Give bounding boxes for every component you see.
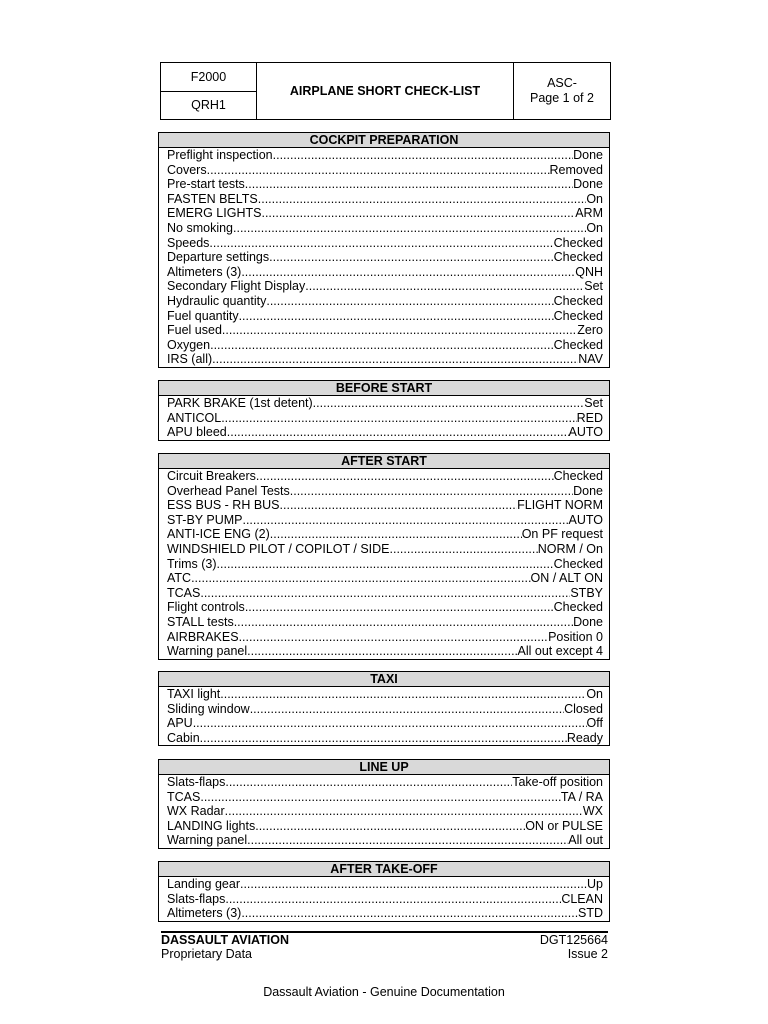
checklist-value: ON or PULSE — [525, 818, 603, 833]
dot-leader — [209, 236, 553, 251]
checklist-item: WINDSHIELD PILOT / COPILOT / SIDE — [167, 541, 390, 556]
document-header — [160, 62, 611, 120]
checklist-item: PARK BRAKE (1st detent) — [167, 396, 313, 410]
checklist-value: All out except 4 — [517, 644, 603, 659]
checklist-item: Speeds — [167, 235, 210, 250]
checklist-row — [159, 833, 609, 848]
dot-leader — [200, 731, 567, 746]
checklist-row — [159, 396, 609, 411]
checklist-value: Up — [587, 877, 603, 891]
checklist-row — [159, 352, 609, 367]
checklist-item: Oxygen — [167, 337, 211, 352]
header-left-cell — [161, 63, 257, 119]
dot-leader — [241, 906, 578, 921]
checklist-item: FASTEN BELTS — [167, 191, 258, 206]
checklist-row — [159, 425, 609, 440]
dot-leader — [273, 148, 573, 163]
checklist-row — [159, 221, 609, 236]
checklist-value: Checked — [553, 250, 603, 265]
checklist-value: Done — [573, 177, 603, 192]
checklist-value: Done — [573, 148, 603, 162]
checklist-item: Hydraulic quantity — [167, 293, 267, 308]
checklist-value: On PF request — [521, 527, 603, 542]
checklist-item: Warning panel — [167, 833, 248, 848]
checklist-section — [158, 759, 610, 849]
checklist-value: ON / ALT ON — [530, 571, 603, 586]
checklist-row — [159, 236, 609, 251]
document-title: AIRPLANE SHORT CHECK-LIST — [257, 63, 514, 119]
checklist-row — [159, 877, 609, 892]
checklist-value: ARM — [575, 206, 603, 221]
checklist-item: Secondary Flight Display — [167, 279, 306, 294]
checklist-row — [159, 206, 609, 221]
checklist-value: QNH — [575, 264, 603, 279]
checklist-section — [158, 861, 610, 922]
checklist-item: APU — [167, 716, 193, 731]
checklist-row — [159, 294, 609, 309]
checklist-item: WX Radar — [167, 804, 225, 819]
checklist-item: APU bleed — [167, 425, 227, 440]
dot-leader — [221, 411, 576, 426]
checklist-item: Preflight inspection — [167, 148, 273, 162]
footer-left — [161, 933, 289, 961]
dot-leader — [390, 542, 538, 557]
checklist-value: RED — [576, 410, 603, 425]
footer-right — [540, 933, 608, 961]
checklist-row — [159, 600, 609, 615]
checklist-value: All out — [568, 833, 603, 848]
checklist-row — [159, 411, 609, 426]
dot-leader — [210, 338, 554, 353]
dot-leader — [241, 265, 575, 280]
genuine-documentation-note: Dassault Aviation - Genuine Documentation — [263, 985, 505, 999]
checklist-item: Covers — [167, 162, 207, 177]
checklist-section — [158, 132, 610, 368]
dot-leader — [191, 571, 530, 586]
checklist-value: STBY — [570, 585, 603, 600]
dot-leader — [245, 177, 573, 192]
checklist-value: AUTO — [568, 512, 603, 527]
checklist-row — [159, 687, 609, 702]
checklist-value: Checked — [553, 293, 603, 308]
checklist-row — [159, 557, 609, 572]
dot-leader — [225, 804, 583, 819]
checklist-row — [159, 498, 609, 513]
checklist-item: Circuit Breakers — [167, 469, 256, 483]
checklist-value: Checked — [553, 308, 603, 323]
dot-leader — [280, 498, 518, 513]
dot-leader — [207, 163, 550, 178]
dot-leader — [200, 790, 561, 805]
checklist-item: ANTICOL — [167, 410, 222, 425]
checklist-item: Sliding window — [167, 701, 250, 716]
checklist-value: Checked — [553, 469, 603, 483]
dot-leader — [247, 833, 568, 848]
dot-leader — [217, 557, 554, 572]
issue-number: Issue 2 — [567, 947, 608, 961]
checklist-value: Zero — [577, 323, 603, 338]
dot-leader — [234, 615, 573, 630]
checklist-value: Off — [586, 716, 603, 731]
checklist-item: Cabin — [167, 730, 200, 745]
checklist-value: Checked — [553, 235, 603, 250]
checklist-item: TCAS — [167, 789, 201, 804]
checklist-row — [159, 731, 609, 746]
checklist-value: CLEAN — [561, 891, 603, 906]
checklist-value: Checked — [553, 337, 603, 352]
dot-leader — [266, 294, 553, 309]
checklist-row — [159, 163, 609, 178]
checklist-item: IRS (all) — [167, 352, 213, 367]
checklist-row — [159, 906, 609, 921]
dot-leader — [305, 279, 584, 294]
checklist-item: Slats-flaps — [167, 891, 226, 906]
company-name: DASSAULT AVIATION — [161, 933, 290, 947]
checklist-section — [158, 380, 610, 441]
checklist-item: STALL tests — [167, 614, 234, 629]
checklist-row — [159, 790, 609, 805]
checklist-value: Take-off position — [512, 775, 603, 789]
doc-number: DGT125664 — [539, 933, 608, 947]
checklist-item: Trims (3) — [167, 556, 217, 571]
checklist-row — [159, 309, 609, 324]
page-number: Page 1 of 2 — [530, 91, 594, 105]
checklist-row — [159, 644, 609, 659]
checklist-row — [159, 586, 609, 601]
checklist-item: Flight controls — [167, 600, 245, 615]
section-title: AFTER START — [159, 454, 609, 469]
checklist-value: TA / RA — [560, 789, 603, 804]
checklist-value: Closed — [564, 701, 603, 716]
dot-leader — [225, 775, 512, 790]
dot-leader — [245, 600, 554, 615]
dot-leader — [240, 877, 587, 892]
checklist-value: Checked — [553, 600, 603, 615]
checklist-item: ESS BUS - RH BUS — [167, 498, 280, 513]
checklist-value: Set — [584, 279, 603, 294]
checklist-row — [159, 702, 609, 717]
checklist-item: Landing gear — [167, 877, 240, 891]
dot-leader — [222, 323, 577, 338]
checklist-item: Fuel used — [167, 323, 222, 338]
checklist-value: NORM / On — [537, 541, 603, 556]
dot-leader — [239, 309, 554, 324]
dot-leader — [269, 250, 554, 265]
checklist-item: Altimeters (3) — [167, 906, 242, 921]
checklist-row — [159, 192, 609, 207]
checklist-item: AIRBRAKES — [167, 629, 239, 644]
section-title: BEFORE START — [159, 381, 609, 396]
checklist-item: EMERG LIGHTS — [167, 206, 262, 221]
checklist-value: WX — [582, 804, 603, 819]
checklist-value: Set — [584, 396, 603, 410]
dot-leader — [242, 513, 568, 528]
proprietary-note: Proprietary Data — [161, 947, 253, 961]
dot-leader — [313, 396, 585, 411]
section-title: TAXI — [159, 672, 609, 687]
footer — [161, 931, 608, 961]
section-title: LINE UP — [159, 760, 609, 775]
aircraft-code: F2000 — [161, 63, 256, 92]
dot-leader — [247, 644, 517, 659]
dot-leader — [193, 716, 587, 731]
dot-leader — [290, 484, 573, 499]
dot-leader — [227, 425, 569, 440]
checklist-row — [159, 615, 609, 630]
checklist-value: STD — [578, 906, 603, 921]
dot-leader — [212, 352, 578, 367]
checklist-value: Done — [573, 483, 603, 498]
checklist-value: On — [586, 191, 603, 206]
checklist-row — [159, 265, 609, 280]
checklist-row — [159, 892, 609, 907]
dot-leader — [258, 192, 587, 207]
checklist-item: TCAS — [167, 585, 201, 600]
checklist-row — [159, 323, 609, 338]
checklist-item: No smoking — [167, 220, 233, 235]
checklist-row — [159, 542, 609, 557]
checklist-row — [159, 775, 609, 790]
checklist-row — [159, 338, 609, 353]
checklist-row — [159, 630, 609, 645]
checklist-item: ANTI-ICE ENG (2) — [167, 527, 270, 542]
dot-leader — [220, 687, 586, 702]
checklist-value: NAV — [578, 352, 603, 367]
checklist-row — [159, 716, 609, 731]
checklist-value: On — [586, 687, 603, 701]
dot-leader — [250, 702, 564, 717]
checklist-row — [159, 469, 609, 484]
checklist-value: Ready — [566, 730, 603, 745]
checklist-row — [159, 804, 609, 819]
section-title: AFTER TAKE-OFF — [159, 862, 609, 877]
dot-leader — [255, 819, 525, 834]
header-right-cell — [514, 63, 610, 119]
checklist-section — [158, 453, 610, 660]
dot-leader — [256, 469, 554, 484]
checklist-row — [159, 484, 609, 499]
checklist-item: Warning panel — [167, 644, 248, 659]
section-title: COCKPIT PREPARATION — [159, 133, 609, 148]
checklist-value: On — [586, 220, 603, 235]
checklist-value: AUTO — [568, 425, 603, 440]
checklist-row — [159, 177, 609, 192]
checklist-item: Fuel quantity — [167, 308, 239, 323]
checklist-item: Altimeters (3) — [167, 264, 242, 279]
dot-leader — [239, 630, 549, 645]
checklist-value: FLIGHT NORM — [517, 498, 603, 513]
checklist-row — [159, 513, 609, 528]
checklist-item: TAXI light — [167, 687, 221, 701]
checklist-row — [159, 148, 609, 163]
checklist-row — [159, 571, 609, 586]
checklist-row — [159, 819, 609, 834]
checklist-value: Done — [573, 614, 603, 629]
dot-leader — [200, 586, 570, 601]
dot-leader — [225, 892, 561, 907]
checklist-item: ST-BY PUMP — [167, 512, 243, 527]
manual-code: QRH1 — [191, 98, 226, 113]
checklist-row — [159, 527, 609, 542]
checklist-section — [158, 671, 610, 746]
checklist-item: Slats-flaps — [167, 775, 226, 789]
checklist-value: Position 0 — [548, 629, 603, 644]
checklist-item: Overhead Panel Tests — [167, 483, 290, 498]
checklist-item: ATC — [167, 571, 192, 586]
dot-leader — [233, 221, 586, 236]
dot-leader — [261, 206, 575, 221]
checklist-row — [159, 279, 609, 294]
checklist-item: Departure settings — [167, 250, 270, 265]
document-ref: ASC- — [547, 76, 577, 90]
checklist-value: Removed — [549, 162, 603, 177]
checklist-item: Pre-start tests — [167, 177, 245, 192]
checklist-row — [159, 250, 609, 265]
checklist-value: Checked — [553, 556, 603, 571]
dot-leader — [270, 527, 522, 542]
checklist-item: LANDING lights — [167, 818, 256, 833]
